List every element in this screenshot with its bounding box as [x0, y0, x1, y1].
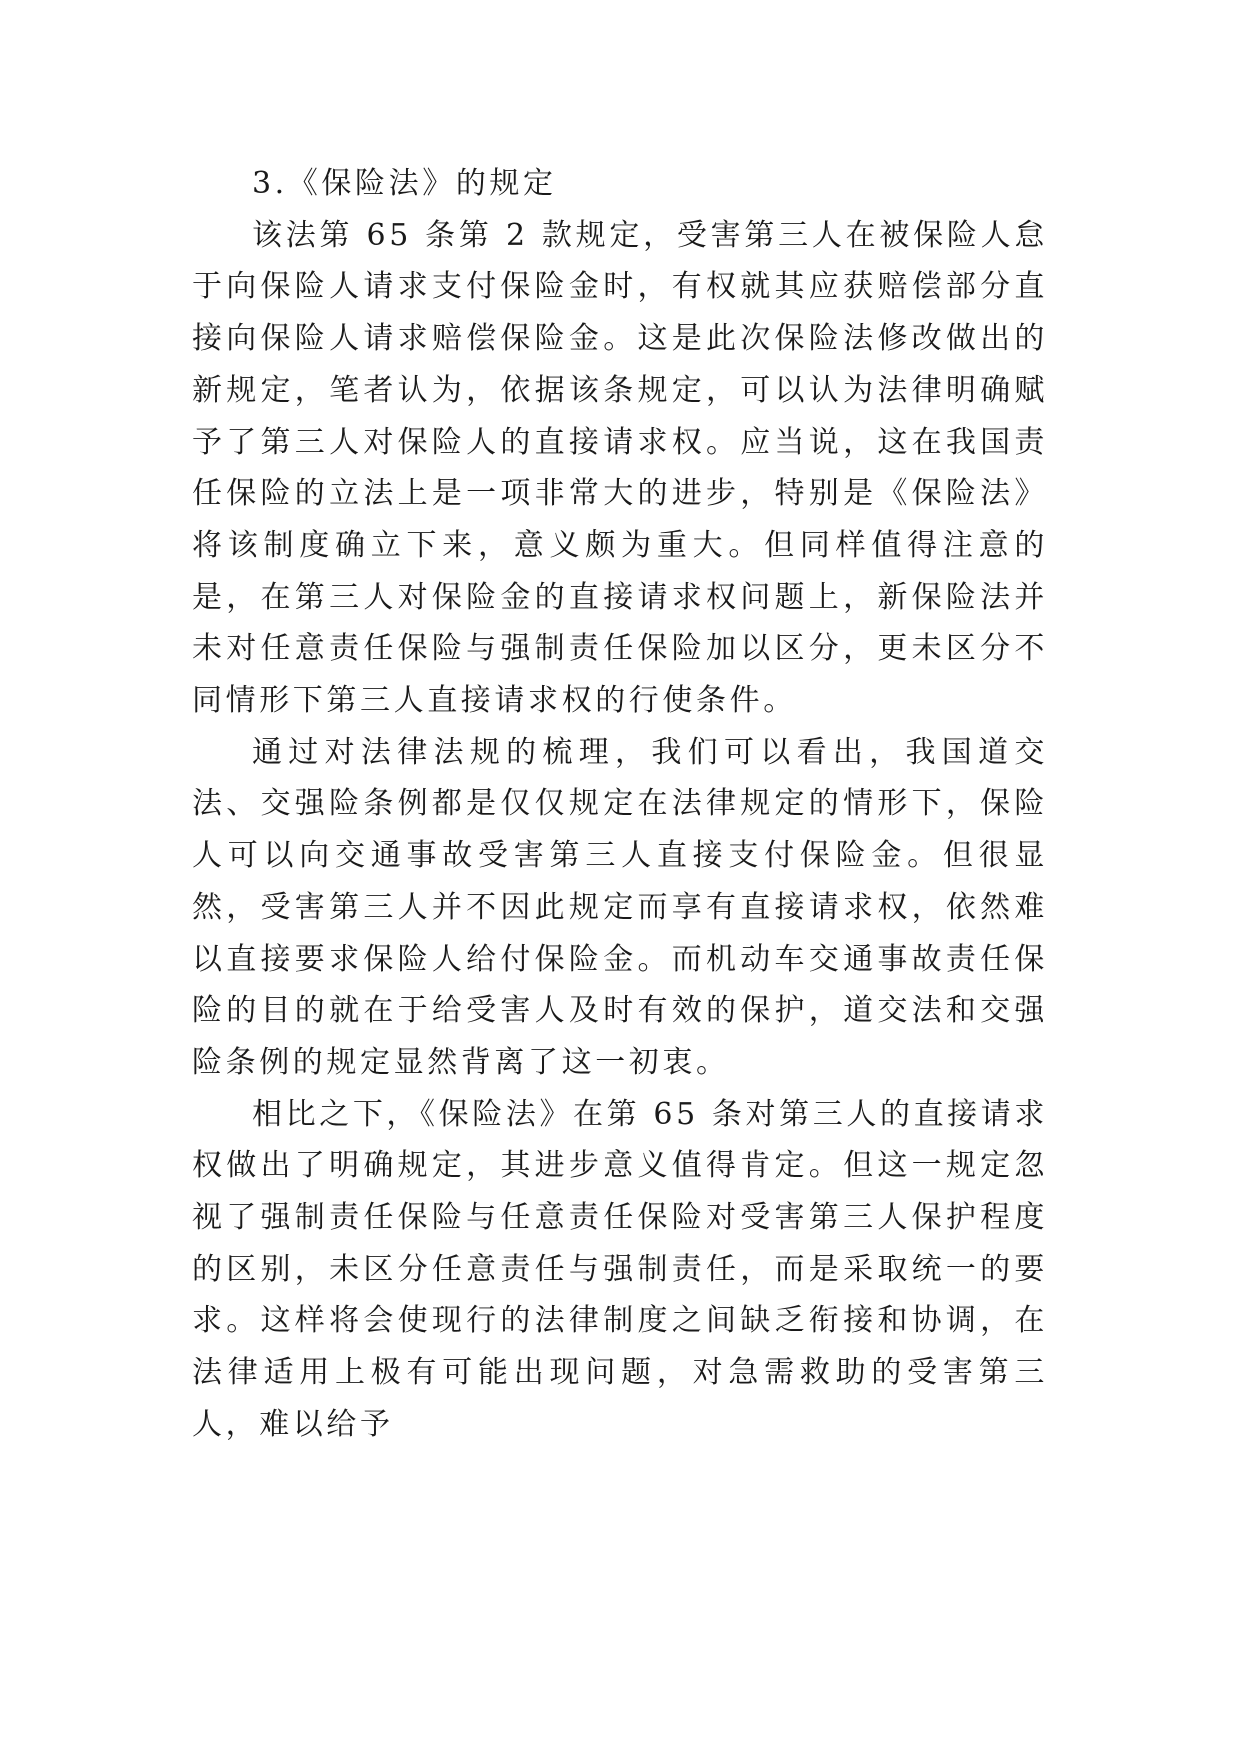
- document-body: [192, 158, 1048, 1451]
- paragraph-2: 通过对法律法规的梳理，我们可以看出，我国道交法、交强险条例都是仅仅规定在法律规定的情形下，保险人可以向交通事故受害第三人直接支付保险金。但很显然，受害第三人并不因此规定而享有直接请求权，依然难以直接要求保险人给付保险金。而机动车交通事故责任保险的目的就在于给受害人及时有效的保护，道交法和交强险条例的规定显然背离了这一初衷。: [192, 734, 1048, 1080]
- paragraph-3: 相比之下，《保险法》在第 65 条对第三人的直接请求权做出了明确规定，其进步意义值得肯定。但这一规定忽视了强制责任保险与任意责任保险对受害第三人保护程度的区别，未区分任意责任与强制责任，而是采取统一的要求。这样将会使现行的法律制度之间缺乏衔接和协调，在法律适用上极有可能出现问题，对急需救助的受害第三人，难以给予: [192, 1096, 1048, 1442]
- paragraph-1: 该法第 65 条第 2 款规定，受害第三人在被保险人怠于向保险人请求支付保险金时，有权就其应获赔偿部分直接向保险人请求赔偿保险金。这是此次保险法修改做出的新规定，笔者认为，依据该条规定，可以认为法律明确赋予了第三人对保险人的直接请求权。应当说，这在我国责任保险的立法上是一项非常大的进步，特别是《保险法》将该制度确立下来，意义颇为重大。但同样值得注意的是，在第三人对保险金的直接请求权问题上，新保险法并未对任意责任保险与强制责任保险加以区分，更未区分不同情形下第三人直接请求权的行使条件。: [192, 217, 1048, 719]
- section-heading: 3.《保险法》的规定: [252, 166, 557, 201]
